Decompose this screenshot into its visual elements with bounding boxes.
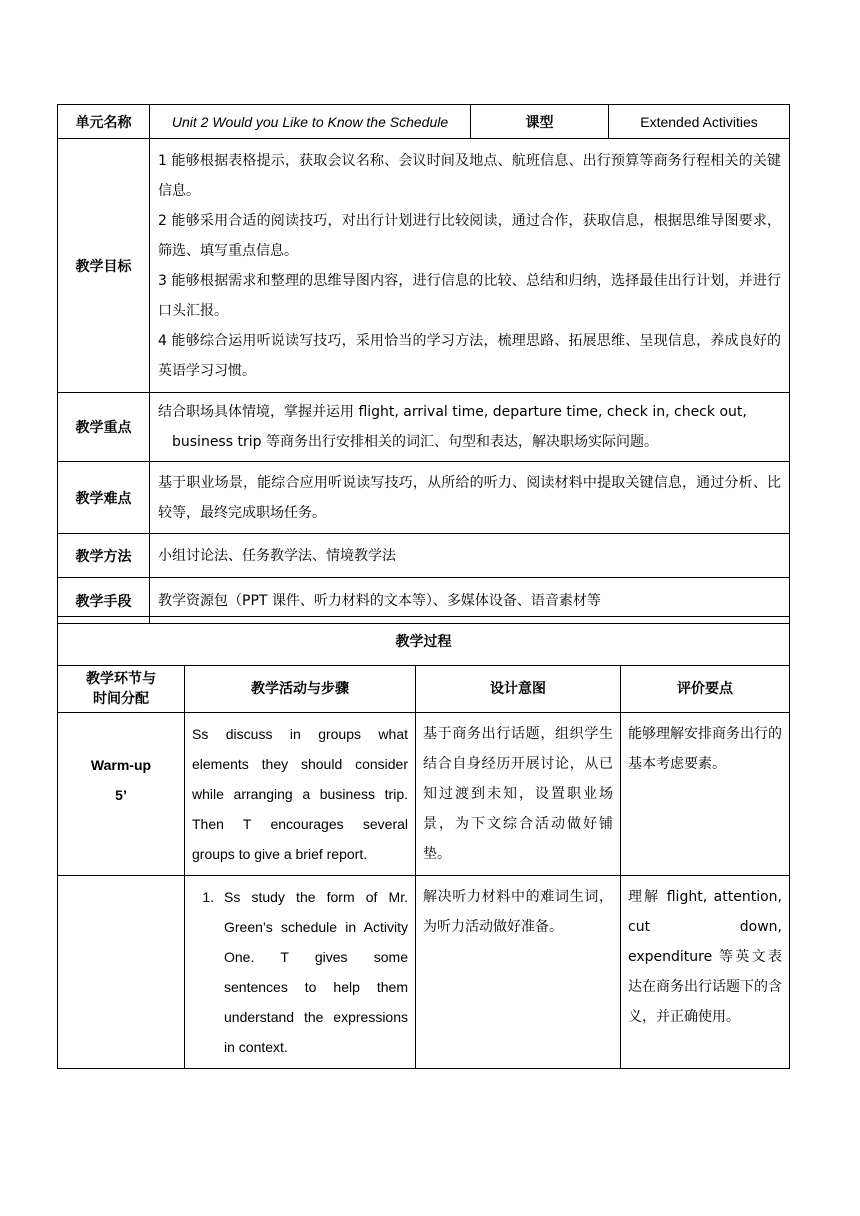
objectives-label: 教学目标: [58, 139, 150, 393]
header-stage: [58, 666, 185, 713]
header-evaluation: 评价要点: [621, 666, 790, 713]
activity-cell: [185, 876, 416, 1069]
objectives-content: [150, 139, 790, 393]
objective-item: 1 能够根据表格提示，获取会议名称、会议时间及地点、航班信息、出行预算等商务行程相关的关键信息。: [158, 152, 781, 199]
methods-content: 小组讨论法、任务教学法、情境教学法: [150, 534, 790, 578]
intent-cell: 解决听力材料中的难词生词，为听力活动做好准备。: [416, 876, 621, 1069]
difficulties-label: 教学难点: [58, 462, 150, 534]
header-stage-line1: 教学环节与: [86, 671, 156, 687]
key-points-line1: 结合职场具体情境，掌握并运用 flight, arrival time, departure time, check in, check out,: [158, 404, 747, 420]
evaluation-cell: 理解 flight, attention, cut down, expenditure 等英文表达在商务出行话题下的含义，并正确使用。: [621, 876, 790, 1069]
stage-cell: [58, 876, 185, 1069]
table-row: [58, 713, 790, 876]
stage-cell: [58, 713, 185, 876]
header-activities: 教学活动与步骤: [185, 666, 416, 713]
objective-item: 2 能够采用合适的阅读技巧，对出行计划进行比较阅读，通过合作，获取信息，根据思维导图要求，筛选、填写重点信息。: [158, 212, 781, 259]
unit-name-value: Unit 2 Would you Like to Know the Schedule: [150, 105, 471, 139]
teaching-process-table: [57, 616, 790, 1069]
lesson-info-table: [57, 104, 790, 624]
process-title: 教学过程: [58, 617, 790, 666]
header-intent: 设计意图: [416, 666, 621, 713]
means-label: 教学手段: [58, 578, 150, 624]
stage-name: Warm-up: [90, 757, 152, 773]
objective-item: 3 能够根据需求和整理的思维导图内容，进行信息的比较、总结和归纳，选择最佳出行计划，并进行口头汇报。: [158, 272, 781, 319]
key-points-label: 教学重点: [58, 393, 150, 462]
objective-item: 4 能够综合运用听说读写技巧，采用恰当的学习方法，梳理思路、拓展思维、呈现信息，养成良好的英语学习习惯。: [158, 332, 781, 379]
unit-name-label: 单元名称: [58, 105, 150, 139]
key-points-line2: business trip 等商务出行安排相关的词汇、句型和表达，解决职场实际问题。: [172, 434, 658, 450]
methods-label: 教学方法: [58, 534, 150, 578]
stage-time: 5’: [115, 787, 127, 803]
intent-cell: 基于商务出行话题，组织学生结合自身经历开展讨论，从已知过渡到未知，设置职业场景，为下文综合活动做好铺垫。: [416, 713, 621, 876]
list-item: 1. Ss study the form of Mr. Green’s schedule in Activity One. T gives some sentences to help them understand the expressions in context.: [218, 882, 408, 1062]
difficulties-content: 基于职业场景，能综合应用听说读写技巧，从所给的听力、阅读材料中提取关键信息，通过分析、比较等，最终完成职场任务。: [150, 462, 790, 534]
table-row: [58, 876, 790, 1069]
header-stage-line2: 时间分配: [93, 691, 149, 707]
lesson-type-value: Extended Activities: [609, 105, 790, 139]
lesson-type-label: 课型: [471, 105, 609, 139]
activity-cell: Ss discuss in groups what elements they should consider while arranging a business trip. Then T encourages several groups to give a brief report.: [185, 713, 416, 876]
means-content: 教学资源包（PPT 课件、听力材料的文本等）、多媒体设备、语音素材等: [150, 578, 790, 624]
evaluation-cell: 能够理解安排商务出行的基本考虑要素。: [621, 713, 790, 876]
key-points-content: [150, 393, 790, 462]
